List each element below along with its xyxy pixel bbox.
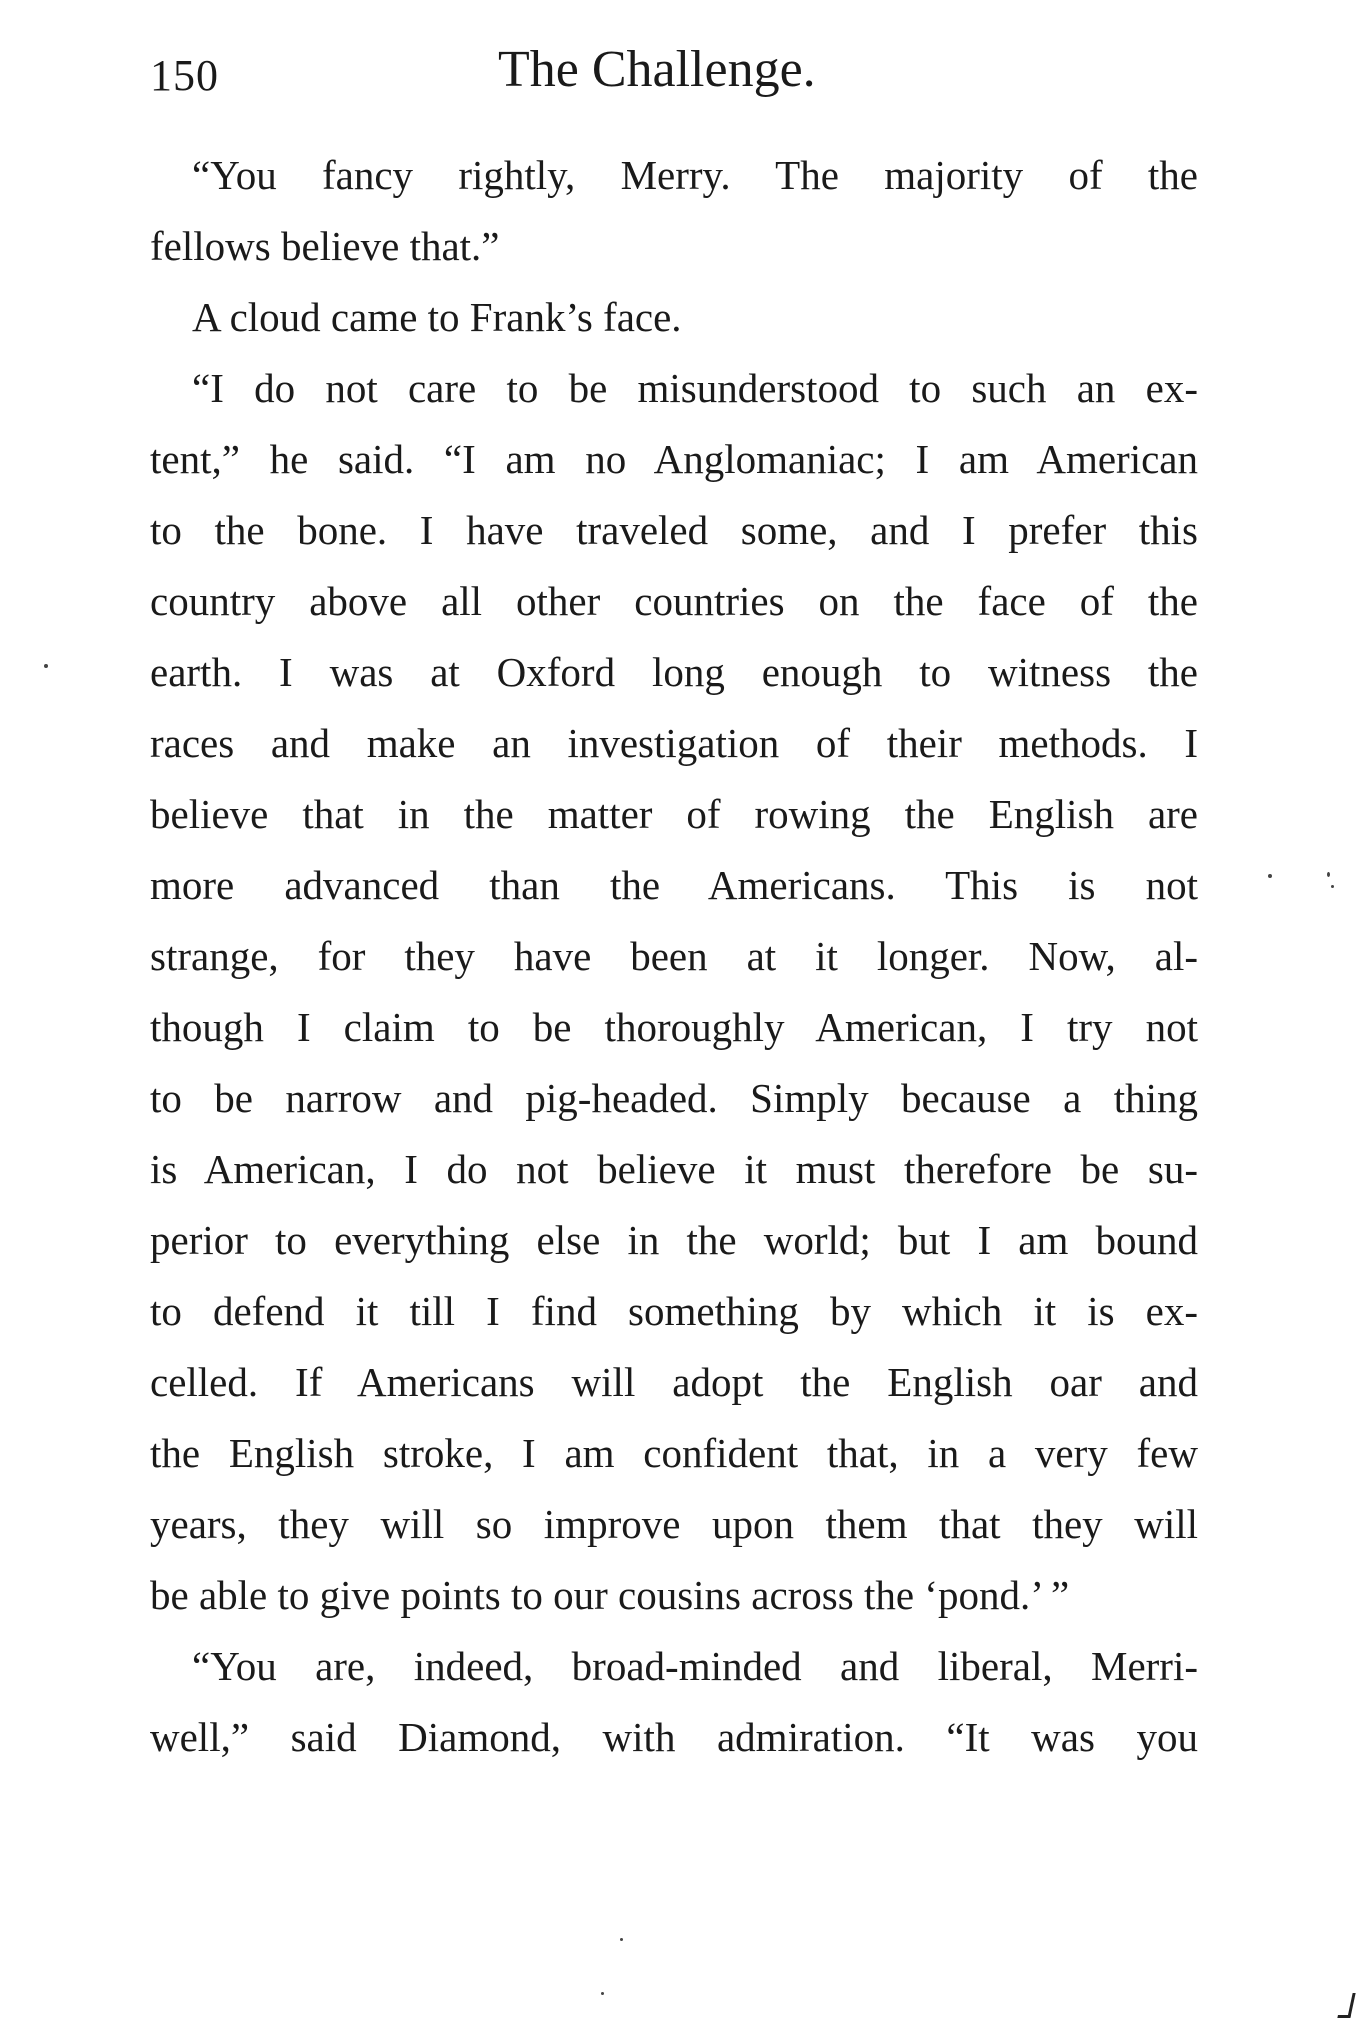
text-line: years, they will so improve upon them that they will	[150, 1501, 1198, 1547]
text-line: to the bone. I have traveled some, and I prefer this	[150, 507, 1198, 553]
text-line: be able to give points to our cousins across the ‘pond.’ ”	[150, 1572, 1070, 1618]
text-line: earth. I was at Oxford long enough to witness the	[150, 649, 1198, 695]
text-line: fellows believe that.”	[150, 223, 500, 269]
text-line: more advanced than the Americans. This is not	[150, 862, 1198, 908]
text-line: “I do not care to be misunderstood to such an ex-	[192, 365, 1198, 411]
page-number: 150	[150, 51, 219, 100]
text-line: to defend it till I find something by which it is ex-	[150, 1288, 1198, 1334]
text-line: strange, for they have been at it longer. Now, al-	[150, 933, 1198, 979]
text-line: though I claim to be thoroughly American, I try not	[150, 1004, 1198, 1050]
scan-speck	[620, 1938, 623, 1941]
scan-speck	[44, 664, 48, 668]
body-text	[150, 140, 1198, 1773]
text-line: well,” said Diamond, with admiration. “It was you	[150, 1714, 1198, 1760]
text-line: “You fancy rightly, Merry. The majority of the	[192, 152, 1198, 198]
text-line: tent,” he said. “I am no Anglomaniac; I am American	[150, 436, 1198, 482]
text-line: believe that in the matter of rowing the English are	[150, 791, 1198, 837]
scan-speck	[601, 1992, 604, 1995]
scan-speck	[1268, 874, 1272, 878]
scan-speck	[1327, 872, 1330, 877]
text-line: celled. If Americans will adopt the English oar and	[150, 1359, 1198, 1405]
text-line: country above all other countries on the face of the	[150, 578, 1198, 624]
scan-speck	[1331, 885, 1334, 888]
text-line: to be narrow and pig-headed. Simply because a thing	[150, 1075, 1198, 1121]
running-title: The Challenge.	[498, 41, 816, 98]
text-line: A cloud came to Frank’s face.	[192, 294, 682, 340]
text-line: “You are, indeed, broad-minded and liberal, Merri-	[192, 1643, 1198, 1689]
text-line: races and make an investigation of their methods. I	[150, 720, 1198, 766]
scan-corner-mark	[1337, 1993, 1355, 2018]
text-line: the English stroke, I am confident that, in a very few	[150, 1430, 1198, 1476]
text-line: perior to everything else in the world; but I am bound	[150, 1217, 1198, 1263]
running-head	[150, 40, 1210, 110]
text-line: is American, I do not believe it must therefore be su-	[150, 1146, 1198, 1192]
